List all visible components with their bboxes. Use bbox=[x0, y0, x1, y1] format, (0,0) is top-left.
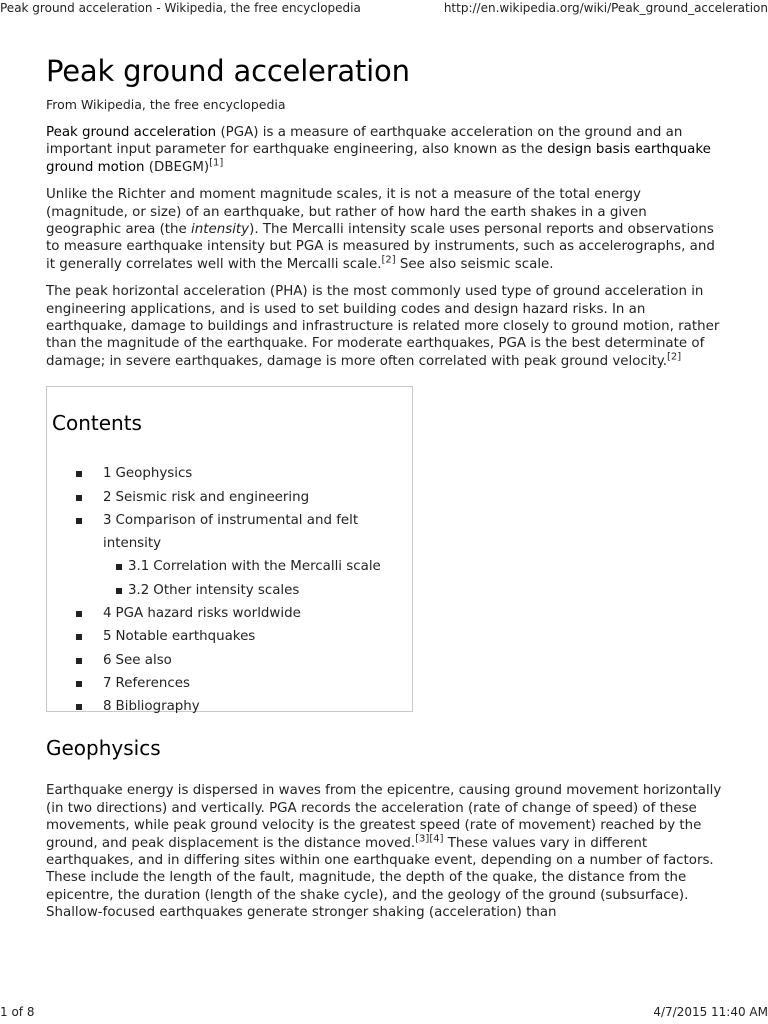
reference-link[interactable]: [3] bbox=[415, 833, 430, 845]
toc-item-seismic-risk[interactable]: 2 Seismic risk and engineering bbox=[52, 486, 407, 509]
browser-page-url: http://en.wikipedia.org/wiki/Peak_ground_acceleration bbox=[443, 1, 768, 15]
reference-link[interactable]: [4] bbox=[429, 833, 444, 845]
toc-item-hazard-risks[interactable]: 4 PGA hazard risks worldwide bbox=[52, 602, 407, 625]
term-pga-link[interactable]: Peak ground acceleration bbox=[46, 125, 217, 140]
toc-list bbox=[52, 462, 407, 718]
geophysics-paragraph bbox=[46, 782, 726, 921]
toc-item-comparison[interactable]: 3 Comparison of instrumental and felt intensity bbox=[52, 509, 407, 556]
toc-item-geophysics[interactable]: 1 Geophysics bbox=[52, 462, 407, 485]
section-heading-geophysics: Geophysics bbox=[46, 736, 161, 761]
intro-paragraph-1 bbox=[46, 124, 726, 176]
browser-page-title: Peak ground acceleration - Wikipedia, the free encyclopedia bbox=[0, 1, 361, 15]
term-dbegm-link[interactable]: design basis earthquake ground motion bbox=[46, 142, 711, 175]
page-counter: 1 of 8 bbox=[0, 1005, 35, 1019]
intro-paragraph-2 bbox=[46, 186, 726, 273]
text: (PGA) is a measure of earthquake acceleration on the ground and an important input parameter for earthquake engineering, also known as the bbox=[46, 125, 683, 158]
text: Unlike the Richter and moment magnitude scales, it is not a measure of the total energy (magnitude, or size) of an earthquake, but rather of how hard the earth shakes in a given geographic area (the bbox=[46, 187, 647, 238]
reference-link[interactable]: [1] bbox=[209, 157, 224, 169]
article-tagline: From Wikipedia, the free encyclopedia bbox=[46, 97, 286, 112]
text: Earthquake energy is dispersed in waves from the epicentre, causing ground movement horizontally (in two directions) and vertically. PGA records the acceleration (rate of change of speed) of these movements, while peak ground velocity is the greatest speed (rate of movement) reached by the ground, and peak displacement is the distance moved. bbox=[46, 783, 722, 851]
reference-link[interactable]: [2] bbox=[667, 351, 682, 363]
toc-item-see-also[interactable]: 6 See also bbox=[52, 649, 407, 672]
text: See also seismic scale. bbox=[395, 256, 554, 272]
text: These values vary in different earthquakes, and in differing sites within one earthquake event, depending on a number of factors. These include the length of the fault, magnitude, the depth of the quake, the distance from the epicentre, the duration (length of the shake cycle), and the geology of the ground (subsurface). Shallow-focused earthquakes generate stronger shaking (acceleration) than bbox=[46, 835, 714, 921]
intensity-term: intensity bbox=[191, 222, 250, 238]
toc-item-references[interactable]: 7 References bbox=[52, 672, 407, 695]
toc-item-mercalli-correlation[interactable]: 3.1 Correlation with the Mercalli scale bbox=[52, 555, 407, 578]
toc-item-bibliography[interactable]: 8 Bibliography bbox=[52, 695, 407, 718]
intro-paragraph-3 bbox=[46, 283, 726, 370]
text: The peak horizontal acceleration (PHA) is the most commonly used type of ground acceleration in engineering applications, and is used to set building codes and design hazard risks. In an earthquake, damage to buildings and infrastructure is related more closely to ground motion, rather than the magnitude of the earthquake. For moderate earthquakes, PGA is the best determinate of damage; in severe earthquakes, damage is more often correlated with peak ground velocity. bbox=[46, 284, 720, 369]
page-title: Peak ground acceleration bbox=[46, 54, 410, 88]
reference-link[interactable]: [2] bbox=[381, 254, 396, 266]
table-of-contents bbox=[46, 386, 413, 715]
article-content bbox=[46, 52, 726, 932]
toc-title: Contents bbox=[52, 411, 142, 436]
text: (DBEGM) bbox=[144, 159, 210, 175]
text: ). The Mercalli intensity scale uses personal reports and observations to measure earthquake intensity but PGA is measured by instruments, such as accelerographs, and it generally correlates well with the Mercalli scale. bbox=[46, 222, 715, 272]
print-datetime: 4/7/2015 11:40 AM bbox=[653, 1005, 768, 1019]
toc-item-notable-earthquakes[interactable]: 5 Notable earthquakes bbox=[52, 625, 407, 648]
toc-item-other-scales[interactable]: 3.2 Other intensity scales bbox=[52, 579, 407, 602]
